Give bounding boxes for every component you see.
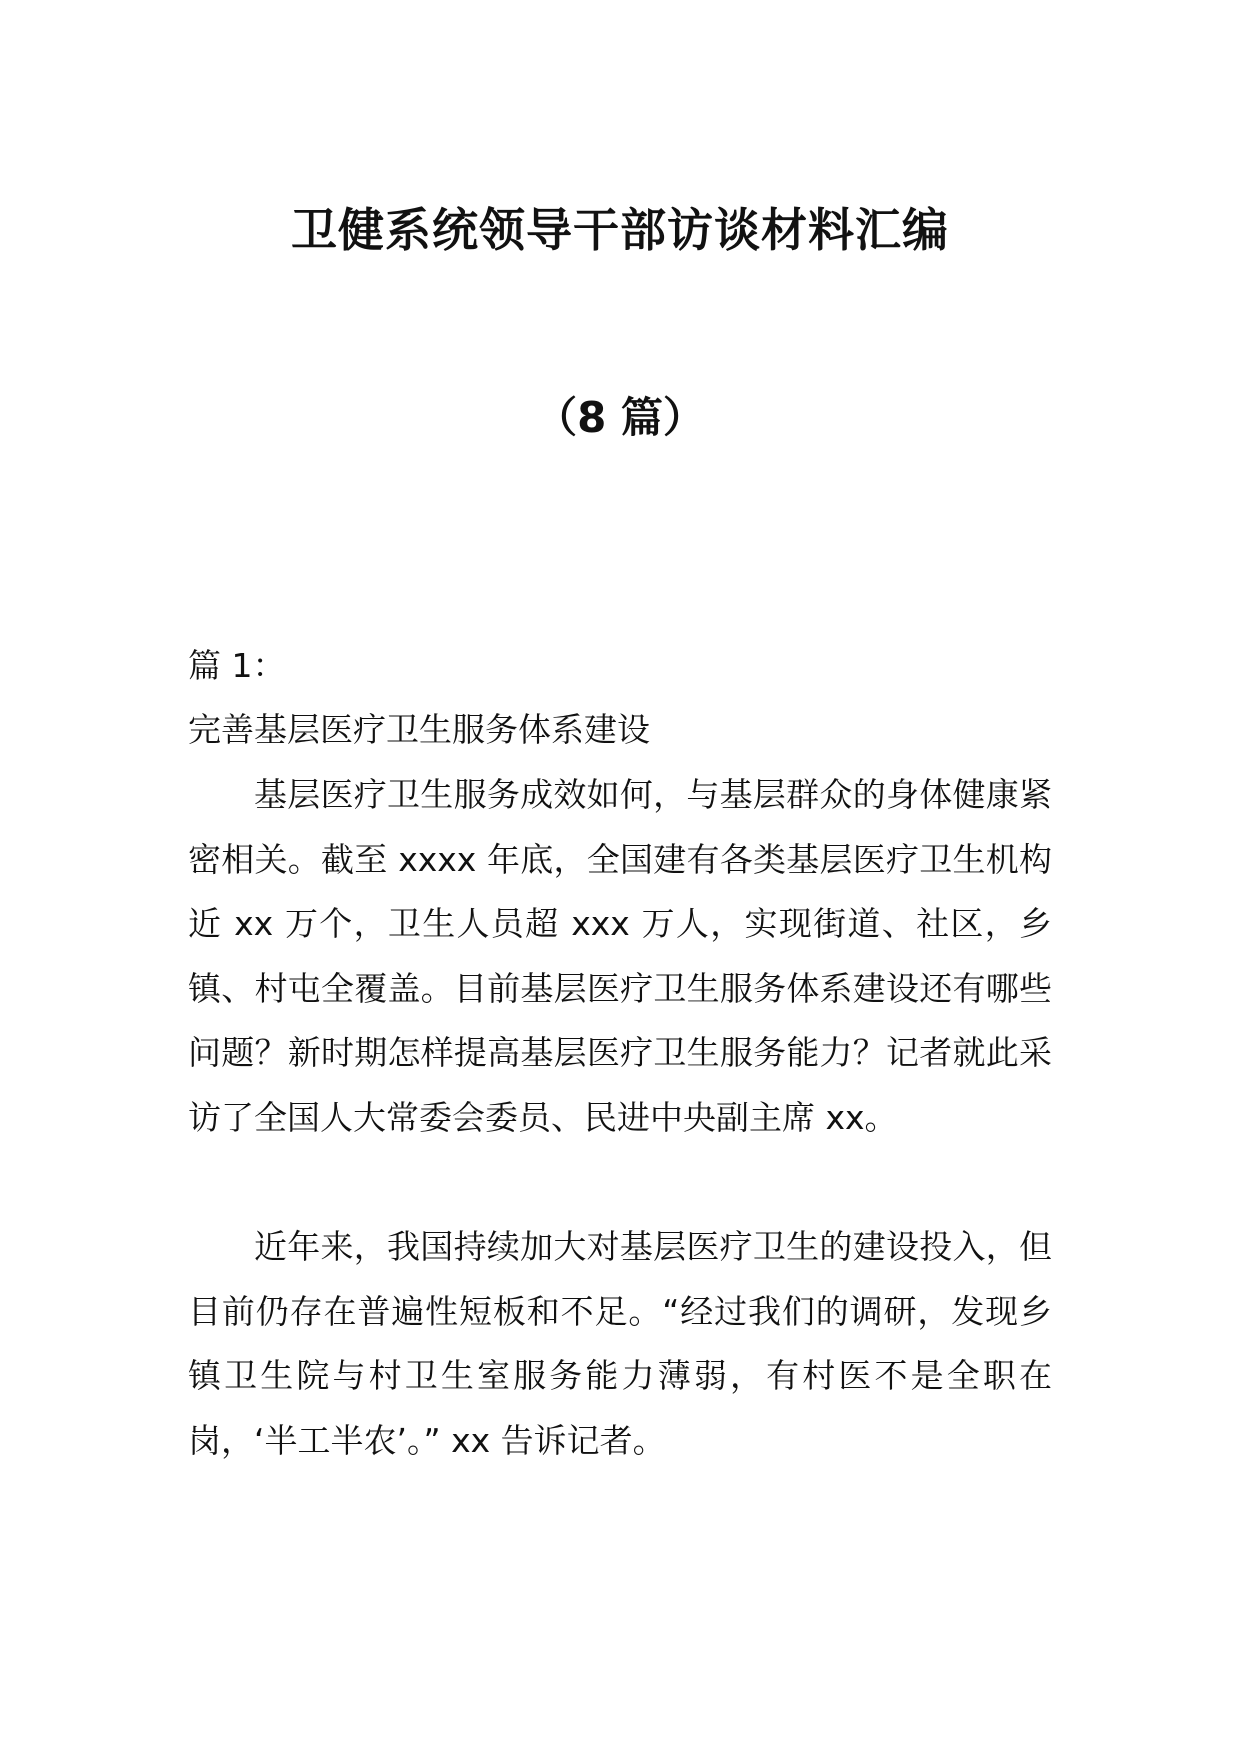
body-paragraph: 近年来，我国持续加大对基层医疗卫生的建设投入，但目前仍存在普遍性短板和不足。“经过我们的调研，发现乡镇卫生院与村卫生室服务能力薄弱，有村医不是全职在岗，‘半工半农’。” xx 告诉记者。 (188, 1227, 1052, 1460)
document-subtitle: （8 篇） (535, 393, 705, 442)
section-heading: 完善基层医疗卫生服务体系建设 (188, 710, 650, 749)
body-paragraph: 基层医疗卫生服务成效如何，与基层群众的身体健康紧密相关。截至 xxxx 年底，全国建有各类基层医疗卫生机构近 xx 万个，卫生人员超 xxx 万人，实现街道、社区，乡镇、村屯全覆盖。目前基层医疗卫生服务体系建设还有哪些问题？新时期怎样提高基层医疗卫生服务能力？记者就此采访了全国人大常委会委员、民进中央副主席 xx。 (188, 775, 1052, 1137)
document-title: 卫健系统领导干部访谈材料汇编 (291, 203, 949, 257)
section-label: 篇 1： (188, 646, 286, 685)
